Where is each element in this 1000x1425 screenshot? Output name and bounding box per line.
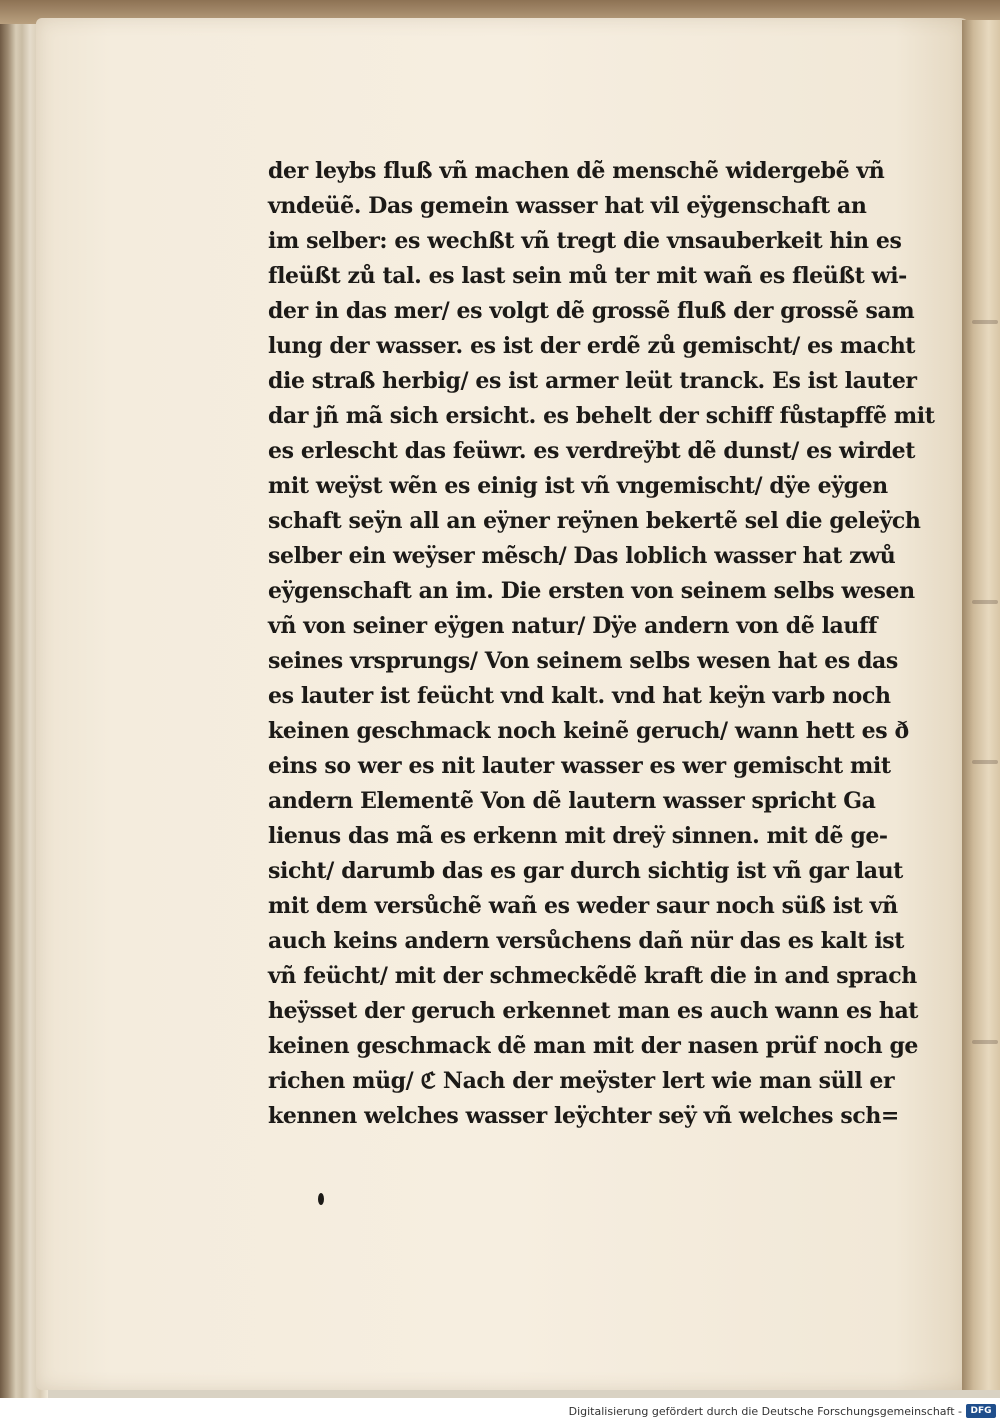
text-line: die straß herbig/ es ist armer leüt tranck. Es ist lauter xyxy=(268,368,917,394)
text-line: kennen welches wasser leÿchter seÿ vñ welches sch= xyxy=(268,1103,899,1129)
text-line: selber ein weÿser mẽsch/ Das loblich wasser hat zwů xyxy=(268,543,896,569)
text-line: andern Elementẽ Von dẽ lautern wasser spricht Ga xyxy=(268,788,876,814)
text-line: eins so wer es nit lauter wasser es wer gemischt mit xyxy=(268,753,891,779)
text-line: der leybs fluß vñ machen dẽ menschẽ widergebẽ vñ xyxy=(268,158,885,184)
text-line: es erlescht das feüwr. es verdreÿbt dẽ dunst/ es wirdet xyxy=(268,438,916,464)
text-line: dar jñ mã sich ersicht. es behelt der schiff fůstapffẽ mit xyxy=(268,403,935,429)
text-line: keinen geschmack noch keinẽ geruch/ wann hett es ð xyxy=(268,718,909,744)
text-line: mit dem versůchẽ wañ es weder saur noch süß ist vñ xyxy=(268,893,898,919)
ink-dot xyxy=(318,1193,324,1205)
dfg-logo: DFG xyxy=(966,1404,996,1418)
text-line: lienus das mã es erkenn mit dreÿ sinnen. mit dẽ ge- xyxy=(268,823,888,849)
text-line: auch keins andern versůchens dañ nür das es kalt ist xyxy=(268,928,905,954)
text-line: sicht/ darumb das es gar durch sichtig ist vñ gar laut xyxy=(268,858,903,884)
facing-page-edge xyxy=(962,20,1000,1390)
text-line: mit weÿst wẽn es einig ist vñ vngemischt/ dÿe eÿgen xyxy=(268,473,888,499)
text-line: seines vrsprungs/ Von seinem selbs wesen hat es das xyxy=(268,648,898,674)
footer-bar xyxy=(0,1398,1000,1425)
text-line: es lauter ist feücht vnd kalt. vnd hat keÿn varb noch xyxy=(268,683,891,709)
margin-mark xyxy=(972,760,998,764)
text-block xyxy=(268,154,935,1134)
margin-mark xyxy=(972,1040,998,1044)
margin-mark xyxy=(972,320,998,324)
text-line: vndeüẽ. Das gemein wasser hat vil eÿgenschaft an xyxy=(268,193,867,219)
text-line: lung der wasser. es ist der erdẽ zů gemischt/ es macht xyxy=(268,333,916,359)
text-line: vñ von seiner eÿgen natur/ Dÿe andern von dẽ lauff xyxy=(268,613,878,639)
text-line: fleüßt zů tal. es last sein mů ter mit wañ es fleüßt wi- xyxy=(268,263,907,289)
margin-mark xyxy=(972,600,998,604)
footer-credit: Digitalisierung gefördert durch die Deutsche Forschungsgemeinschaft - xyxy=(568,1405,962,1418)
text-line: der in das mer/ es volgt dẽ grossẽ fluß der grossẽ sam xyxy=(268,298,915,324)
text-line: schaft seÿn all an eÿner reÿnen bekertẽ sel die geleÿch xyxy=(268,508,921,534)
text-line: vñ feücht/ mit der schmeckẽdẽ kraft die in and sprach xyxy=(268,963,917,989)
text-line: keinen geschmack dẽ man mit der nasen prüf noch ge xyxy=(268,1033,919,1059)
text-line: eÿgenschaft an im. Die ersten von seinem selbs wesen xyxy=(268,578,915,604)
text-line: heÿsset der geruch erkennet man es auch wann es hat xyxy=(268,998,919,1024)
text-line: richen müg/ ℭ Nach der meÿster lert wie man süll er xyxy=(268,1068,895,1094)
text-line: im selber: es wechßt vñ tregt die vnsauberkeit hin es xyxy=(268,228,902,254)
